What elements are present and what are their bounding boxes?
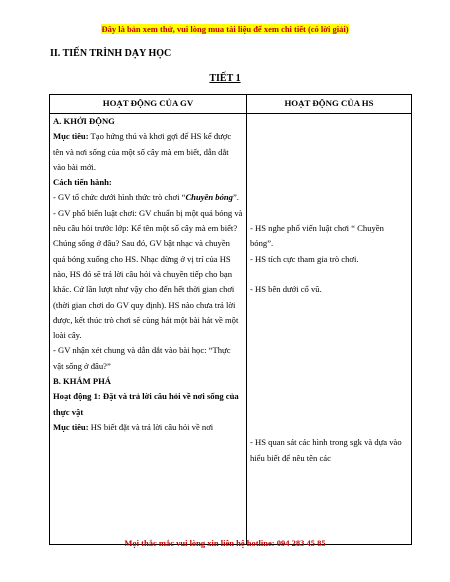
hotline-footer: Mọi thắc mắc vui lòng xin liên hệ hotline: 094 283 45 85 (124, 538, 326, 548)
table-header-row (50, 95, 412, 114)
objective-label: Mục tiêu: (53, 131, 89, 142)
section-b-heading: B. KHÁM PHÁ (53, 376, 112, 387)
student-item-1: - HS nghe phổ viến luật chơi “ Chuyền bóng”. (250, 223, 384, 249)
header-student: HOẠT ĐỘNG CỦA HS (247, 95, 412, 114)
game-intro-text: - GV tổ chức dưới hình thức trò chơi “ (53, 192, 186, 203)
activity1-objective-text: HS biết đặt và trả lời câu hỏi về nơi (88, 421, 214, 432)
table-row (50, 114, 412, 545)
student-item-3: - HS bên dưới cổ vũ. (250, 284, 322, 295)
student-column (247, 114, 412, 545)
activity1-heading: Hoạt động 1: Đặt và trả lời câu hỏi về nơi sống của thực vật (53, 391, 239, 417)
activity-table (49, 94, 412, 545)
procedure-heading: Cách tiến hành: (53, 177, 112, 188)
preview-banner (0, 24, 450, 34)
header-teacher: HOẠT ĐỘNG CỦA GV (50, 95, 247, 114)
activity1-objective-label: Mục tiêu: (53, 421, 89, 432)
section-a-heading: A. KHỞI ĐỘNG (53, 116, 115, 126)
preview-banner-text: Đây là bản xem thử, vui lòng mua tài liệu để xem chi tiết (có lời giải) (101, 24, 349, 34)
student-item-4: - HS quan sát các hình trong sgk và dựa vào hiểu biết để nêu tên các (250, 437, 402, 463)
teacher-column (50, 114, 247, 545)
rules-paragraph: - GV phổ biến luật chơi: GV chuẩn bị một quả bóng và nêu câu hỏi trước lớp: Kể tên một số cây mà em biết? Chúng sống ở đâu? Sau đó, GV bật nhạc và chuyền quả bóng xuống cho HS. Nhạc dừng ở vị trí của HS nào, HS đó sẽ trả lời câu hỏi và chuyền tiếp cho bạn khác. Cứ lần lượt như vậy cho đến hết thời gian chơi (thời gian chơi do GV quy định). HS nào chưa trả lời được, kết thúc trò chơi sẽ cùng hát một bài hát về một loài cây. (53, 207, 243, 341)
student-item-2: - HS tích cực tham gia trò chơi. (250, 253, 359, 264)
summary-paragraph: - GV nhận xét chung và dẫn dắt vào bài học: “Thực vật sống ở đâu?” (53, 345, 231, 371)
lesson-title: TIẾT 1 (209, 73, 241, 84)
activity1-objective (53, 420, 243, 435)
section-title: II. TIẾN TRÌNH DẠY HỌC (50, 48, 172, 59)
game-intro-end: ”. (232, 192, 239, 203)
game-name: Chuyền bóng (185, 192, 233, 203)
game-intro-paragraph (53, 190, 243, 205)
objective-text: Tạo hứng thú và khơi gợi để HS kể được tên và nơi sống của một số cây mà em biết, dẫn dắt vào bài mới. (53, 131, 232, 172)
objective-paragraph (53, 129, 243, 175)
